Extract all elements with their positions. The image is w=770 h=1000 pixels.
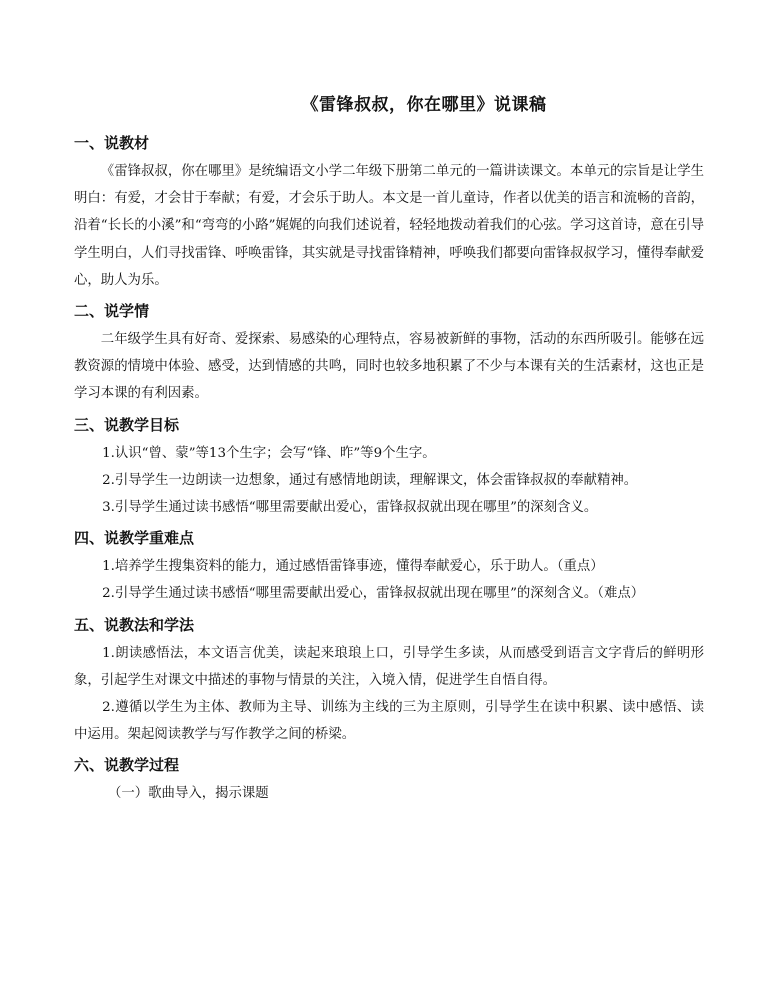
section-heading: 二、说学情 bbox=[74, 302, 150, 321]
section-process bbox=[74, 752, 704, 807]
paragraph: 1.朗读感悟法，本文语言优美，读起来琅琅上口，引导学生多读，从而感受到语言文字背后的鲜明形象，引起学生对课文中描述的事物与情景的关注，入境入情，促进学生自悟自得。 bbox=[74, 645, 704, 688]
document-page bbox=[74, 92, 704, 807]
paragraph: 2.引导学生一边朗读一边想象，通过有感情地朗读，理解课文，体会雷锋叔叔的奉献精神。 bbox=[102, 472, 638, 488]
section-heading: 三、说教学目标 bbox=[74, 415, 180, 434]
document-title: 《雷锋叔叔，你在哪里》说课稿 bbox=[301, 95, 547, 115]
paragraph: 2.引导学生通过读书感悟“哪里需要献出爱心，雷锋叔叔就出现在哪里”的深刻含义。（难点） bbox=[102, 586, 645, 602]
paragraph: 二年级学生具有好奇、爱探索、易感染的心理特点，容易被新鲜的事物，活动的东西所吸引。能够在远教资源的情境中体验、感受，达到情感的共鸣，同时也较多地积累了不少与本课有关的生活素材，这也正是学习本课的有利因素。 bbox=[74, 332, 704, 402]
section-objectives bbox=[74, 412, 704, 522]
section-key-points bbox=[74, 525, 704, 607]
paragraph: 《雷锋叔叔，你在哪里》是统编语文小学二年级下册第二单元的一篇讲读课文。本单元的宗旨是让学生明白：有爱，才会甘于奉献；有爱，才会乐于助人。本文是一首儿童诗，作者以优美的语言和流畅的音韵，沿着“长长的小溪”和“弯弯的小路”娓娓的向我们述说着，轻轻地拨动着我们的心弦。学习这首诗，意在引导学生明白，人们寻找雷锋、呼唤雷锋，其实就是寻找雷锋精神，呼唤我们都要向雷锋叔叔学习，懂得奉献爱心，助人为乐。 bbox=[74, 164, 704, 288]
section-heading: 六、说教学过程 bbox=[74, 756, 180, 775]
paragraph: 2.遵循以学生为主体、教师为主导、训练为主线的三为主原则，引导学生在读中积累、读中感悟、读中运用。架起阅读教学与写作教学之间的桥梁。 bbox=[74, 700, 704, 743]
paragraph: 1.培养学生搜集资料的能力，通过感悟雷锋事迹，懂得奉献爱心，乐于助人。（重点） bbox=[102, 559, 604, 575]
section-heading: 一、说教材 bbox=[74, 134, 150, 152]
section-heading: 四、说教学重难点 bbox=[74, 529, 195, 548]
section-textbook bbox=[74, 130, 704, 294]
section-students bbox=[74, 298, 704, 408]
section-heading: 五、说教法和学法 bbox=[74, 615, 195, 634]
paragraph: 1.认识“曾、蒙”等13个生字；会写“锋、昨”等9个生字。 bbox=[102, 445, 436, 461]
paragraph: 3.引导学生通过读书感悟“哪里需要献出爱心，雷锋叔叔就出现在哪里”的深刻含义。 bbox=[102, 500, 598, 516]
subheading: （一）歌曲导入，揭示课题 bbox=[108, 786, 269, 802]
section-methods bbox=[74, 612, 704, 749]
